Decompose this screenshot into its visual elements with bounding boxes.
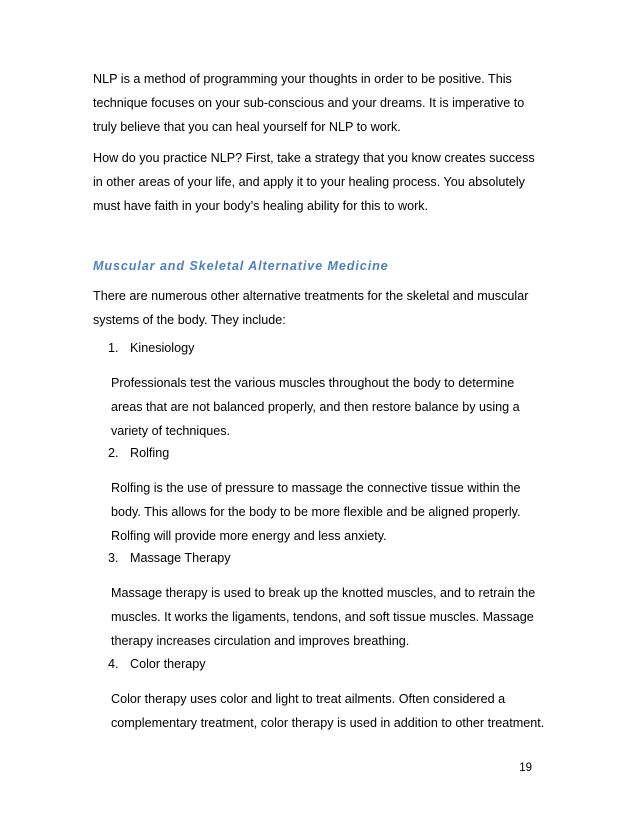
text-line: There are numerous other alternative treatments for the skeletal and muscular (93, 289, 529, 303)
list-item-number: 1. (108, 341, 119, 355)
text-line: Professionals test the various muscles throughout the body to determine (111, 376, 515, 390)
page-number: 19 (519, 762, 532, 774)
list-item-title-color-therapy (108, 652, 206, 676)
list-item-title: Color therapy (130, 657, 206, 671)
text-line: variety of techniques. (111, 424, 231, 438)
text-line: body. This allows for the body to be more flexible and be aligned properly. (111, 505, 521, 519)
list-item-title: Kinesiology (130, 341, 195, 355)
list-item-number: 4. (108, 657, 119, 671)
text-line: technique focuses on your sub-conscious and your dreams. It is imperative to (93, 96, 525, 110)
text-line: muscles. It works the ligaments, tendons, and soft tissue muscles. Massage (111, 610, 534, 624)
text-line: How do you practice NLP? First, take a strategy that you know creates success (93, 151, 535, 165)
list-item-body-color-therapy (111, 687, 551, 735)
section-intro-paragraph (93, 284, 553, 332)
list-item-title-rolfing (108, 441, 169, 465)
text-line: Rolfing will provide more energy and less anxiety. (111, 529, 387, 543)
list-item-body-rolfing (111, 476, 551, 548)
list-item-title: Massage Therapy (130, 551, 231, 565)
nlp-intro-paragraph (93, 67, 553, 139)
text-line: in other areas of your life, and apply it to your healing process. You absolutely (93, 175, 525, 189)
list-item-title: Rolfing (130, 446, 170, 460)
list-item-title-kinesiology (108, 336, 194, 360)
text-line: therapy increases circulation and improves breathing. (111, 634, 410, 648)
text-line: Massage therapy is used to break up the knotted muscles, and to retrain the (111, 586, 536, 600)
text-line: Color therapy uses color and light to treat ailments. Often considered a (111, 692, 506, 706)
text-line: complementary treatment, color therapy is used in addition to other treatment. (111, 716, 545, 730)
list-item-number: 3. (108, 551, 119, 565)
list-item-title-massage-therapy (108, 546, 231, 570)
nlp-practice-paragraph (93, 146, 553, 218)
text-line: areas that are not balanced properly, and then restore balance by using a (111, 400, 520, 414)
text-line: systems of the body. They include: (93, 313, 286, 327)
text-line: NLP is a method of programming your thoughts in order to be positive. This (93, 72, 512, 86)
list-item-number: 2. (108, 446, 119, 460)
text-line: truly believe that you can heal yourself for NLP to work. (93, 120, 401, 134)
section-heading: Muscular and Skeletal Alternative Medicine (93, 259, 389, 273)
list-item-body-kinesiology (111, 371, 551, 443)
text-line: Rolfing is the use of pressure to massage the connective tissue within the (111, 481, 521, 495)
text-line: must have faith in your body’s healing ability for this to work. (93, 199, 429, 213)
list-item-body-massage-therapy (111, 581, 551, 653)
